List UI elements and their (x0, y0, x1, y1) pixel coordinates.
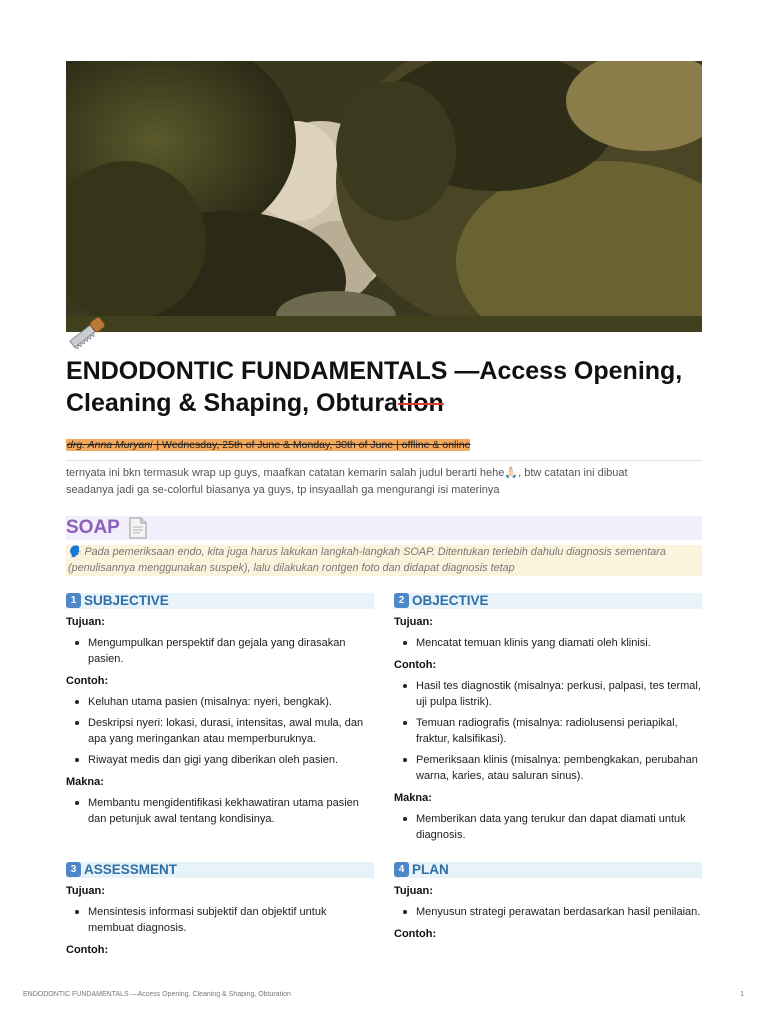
page-title (66, 355, 702, 419)
meta-details: | Wednesday, 25th of June & Monday, 30th of June | offline & online (153, 439, 471, 451)
callout-text: Pada pemeriksaan endo, kita juga harus lakukan langkah-langkah SOAP. Ditentukan terlebih dahulu diagnosis sementara (penulisannya menggunakan suspek), lalu dilakukan rontgen foto dan didapat diagnosis tetap (68, 546, 666, 574)
objective-title: OBJECTIVE (412, 593, 489, 608)
tujuan-label: Tujuan: (394, 616, 433, 628)
soap-callout (66, 545, 702, 576)
divider (66, 460, 702, 461)
list-item: Pemeriksaan klinis (misalnya: pembengkakan, perubahan warna, karies, atau saluran sinus). (416, 752, 702, 784)
intro-line-1: ternyata ini bkn termasuk wrap up guys, maafkan catatan kemarin salah judul berarti hehe🙏🏻, btw catatan ini dibuat (66, 467, 628, 479)
contoh-label: Contoh: (66, 944, 109, 956)
soap-heading (66, 516, 702, 540)
saw-icon (66, 312, 110, 352)
assessment-title: ASSESSMENT (84, 862, 178, 877)
contoh-label: Contoh: (394, 659, 437, 671)
page-number: 1 (740, 991, 744, 998)
speaking-head-icon: 🗣️ (68, 546, 82, 558)
list-item: Deskripsi nyeri: lokasi, durasi, intensitas, awal mula, dan apa yang meringankan atau memperburuknya. (88, 715, 374, 747)
list-item: Temuan radiografis (misalnya: radiolusensi periapikal, fraktur, kalsifikasi). (416, 715, 702, 747)
list-item: Mencatat temuan klinis yang diamati oleh klinisi. (416, 635, 702, 651)
objective-content (394, 614, 702, 843)
subjective-heading (66, 593, 374, 609)
makna-label: Makna: (66, 776, 104, 788)
list-item: Membantu mengidentifikasi kekhawatiran utama pasien dan petunjuk awal tentang kondisinya. (88, 795, 374, 827)
contoh-label: Contoh: (66, 675, 109, 687)
plan-content (394, 883, 702, 942)
keycap-3-icon: 3 (66, 862, 81, 877)
assessment-heading (66, 862, 374, 878)
list-item: Mengumpulkan perspektif dan gejala yang dirasakan pasien. (88, 635, 374, 667)
list-item: Riwayat medis dan gigi yang diberikan oleh pasien. (88, 752, 374, 768)
soap-title: SOAP (66, 517, 120, 538)
keycap-1-icon: 1 (66, 593, 81, 608)
intro-line-2: seadanya jadi ga se-colorful biasanya ya guys, tp insyaallah ga mengurangi isi materinya (66, 483, 500, 496)
title-main: ENDODONTIC FUNDAMENTALS —Access Opening, Cleaning & Shaping, Obtura (66, 357, 683, 417)
tujuan-label: Tujuan: (66, 616, 105, 628)
meta-line (66, 439, 470, 451)
objective-heading (394, 593, 702, 609)
title-strike: tion (397, 389, 444, 417)
list-item: Memberikan data yang terukur dan dapat diamati untuk diagnosis. (416, 811, 702, 843)
keycap-4-icon: 4 (394, 862, 409, 877)
subjective-title: SUBJECTIVE (84, 593, 169, 608)
list-item: Keluhan utama pasien (misalnya: nyeri, bengkak). (88, 694, 374, 710)
subjective-content (66, 614, 374, 827)
cover-image (66, 61, 702, 332)
intro-text (66, 465, 702, 498)
tujuan-label: Tujuan: (394, 885, 433, 897)
document-icon (129, 517, 147, 539)
makna-label: Makna: (394, 792, 432, 804)
list-item: Menyusun strategi perawatan berdasarkan hasil penilaian. (416, 906, 701, 918)
plan-heading (394, 862, 702, 878)
list-item: Mensintesis informasi subjektif dan objektif untuk membuat diagnosis. (88, 904, 374, 936)
tujuan-label: Tujuan: (66, 885, 105, 897)
plan-title: PLAN (412, 862, 449, 877)
keycap-2-icon: 2 (394, 593, 409, 608)
contoh-label: Contoh: (394, 928, 437, 940)
footer-title: ENDODONTIC FUNDAMENTALS —Access Opening, Cleaning & Shaping, Obturation (23, 991, 291, 998)
assessment-content (66, 883, 374, 958)
list-item: Hasil tes diagnostik (misalnya: perkusi, palpasi, tes termal, uji pulpa listrik). (416, 680, 701, 708)
meta-author: drg. Anna Muryani (67, 439, 153, 451)
